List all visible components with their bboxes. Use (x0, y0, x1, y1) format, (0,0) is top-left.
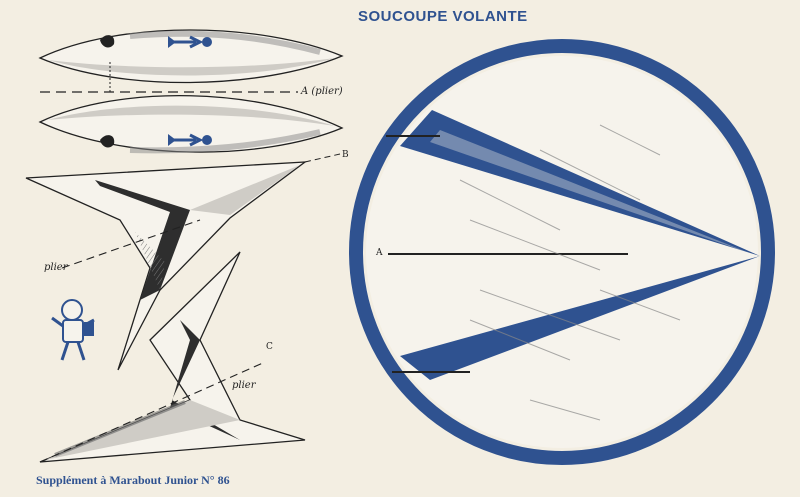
footer-caption: Supplément à Marabout Junior N° 86 (36, 473, 230, 487)
point-label-c: C (266, 342, 273, 352)
fold-label-left: plier (44, 262, 68, 273)
saucer-disc-piece (356, 46, 768, 458)
page-title: SOUCOUPE VOLANTE (358, 8, 528, 25)
astronaut-figure-icon (52, 300, 94, 360)
circle-label-a: A (376, 248, 383, 258)
fold-label-bottom: plier (232, 380, 256, 391)
lower-zigzag-piece (40, 252, 305, 462)
point-label-b: B (342, 150, 349, 160)
fold-label-a: A (plier) (301, 86, 343, 97)
top-wing-piece (40, 30, 342, 92)
